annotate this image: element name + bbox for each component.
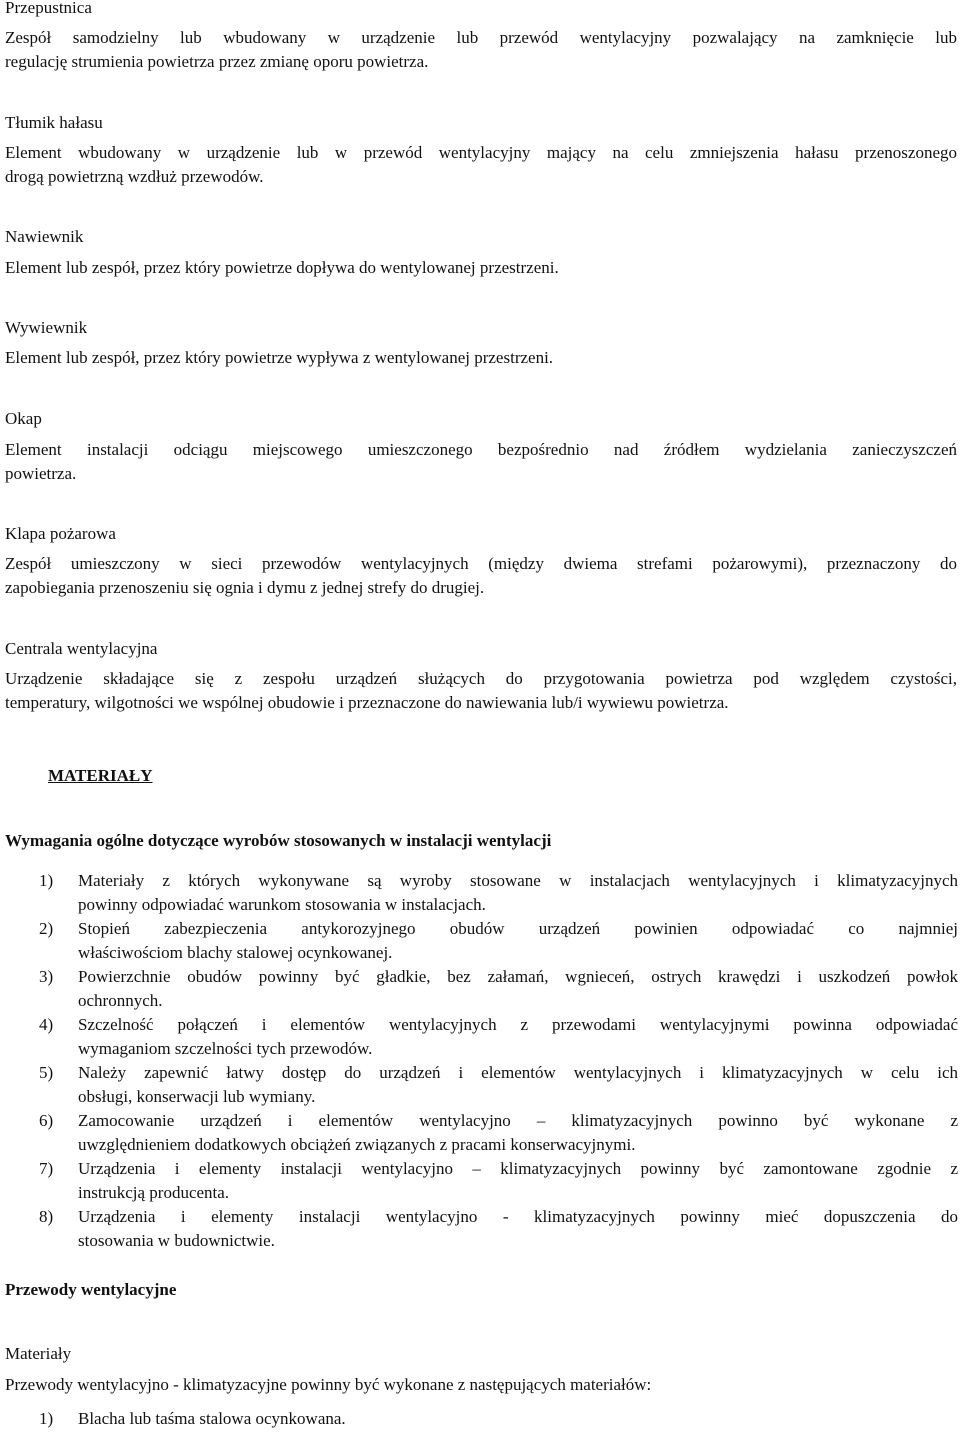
ducts-heading: Przewody wentylacyjne — [5, 1280, 177, 1299]
list-number: 7) — [39, 1159, 54, 1178]
definition-text: Element lub zespół, przez który powietrze wypływa z wentylowanej przestrzeni. — [5, 348, 554, 367]
list-number: 1) — [39, 871, 54, 890]
definition-text: temperatury, wilgotności we wspólnej obudowie i przeznaczone do nawiewania lub/i wywiewu powietrza. — [5, 693, 729, 712]
definition-text: Zespół samodzielny lub wbudowany w urządzenie lub przewód wentylacyjny pozwalający na zamknięcie lub — [5, 28, 957, 47]
list-item-text: obsługi, konserwacji lub wymiany. — [78, 1087, 316, 1106]
materials-label: Materiały — [5, 1344, 72, 1363]
requirements-heading: Wymagania ogólne dotyczące wyrobów stosowanych w instalacji wentylacji — [5, 831, 552, 850]
list-item-text: wymaganiom szczelności tych przewodów. — [78, 1039, 373, 1058]
definition-text: Element instalacji odciągu miejscowego umieszczonego bezpośrednio nad źródłem wydzielania zanieczyszczeń — [5, 440, 957, 459]
section-title: MATERIAŁY — [48, 766, 153, 785]
list-number: 5) — [39, 1063, 54, 1082]
list-item-text: stosowania w budownictwie. — [78, 1231, 275, 1250]
list-item-text: Urządzenia i elementy instalacji wentylacyjno – klimatyzacyjnych powinny być zamontowane zgodnie z — [78, 1159, 958, 1178]
definition-text: regulację strumienia powietrza przez zmianę oporu powietrza. — [5, 52, 429, 71]
definition-text: powietrza. — [5, 464, 77, 483]
list-item-text: Materiały z których wykonywane są wyroby stosowane w instalacjach wentylacyjnych i klimatyzacyjnych — [78, 871, 958, 890]
list-item-text: Zamocowanie urządzeń i elementów wentylacyjno – klimatyzacyjnych powinno być wykonane z — [78, 1111, 958, 1130]
list-number: 2) — [39, 919, 54, 938]
list-number: 8) — [39, 1207, 54, 1226]
list-item-text: ochronnych. — [78, 991, 163, 1010]
definition-text: drogą powietrzną wzdłuż przewodów. — [5, 167, 264, 186]
list-item-text: Urządzenia i elementy instalacji wentylacyjno - klimatyzacyjnych powinny mieć dopuszczenia do — [78, 1207, 958, 1226]
materials-intro: Przewody wentylacyjno - klimatyzacyjne powinny być wykonane z następujących materiałów: — [5, 1375, 652, 1394]
definition-term: Wywiewnik — [5, 318, 88, 337]
list-item-text: instrukcją producenta. — [78, 1183, 230, 1202]
list-item-text: właściwościom blachy stalowej ocynkowanej. — [78, 943, 393, 962]
definition-term: Klapa pożarowa — [5, 524, 116, 543]
list-item-text: Szczelność połączeń i elementów wentylacyjnych z przewodami wentylacyjnymi powinna odpowiadać — [78, 1015, 958, 1034]
definition-term: Tłumik hałasu — [5, 113, 103, 132]
list-item-text: Stopień zabezpieczenia antykorozyjnego obudów urządzeń powinien odpowiadać co najmniej — [78, 919, 958, 938]
definition-term: Przepustnica — [5, 0, 92, 17]
definition-term: Nawiewnik — [5, 227, 84, 246]
list-item-text: Powierzchnie obudów powinny być gładkie, bez załamań, wgnieceń, ostrych krawędzi i uszkodzeń powłok — [78, 967, 958, 986]
definition-term: Okap — [5, 409, 42, 428]
definition-text: Element lub zespół, przez który powietrze dopływa do wentylowanej przestrzeni. — [5, 258, 559, 277]
list-number: 4) — [39, 1015, 54, 1034]
definition-text: Element wbudowany w urządzenie lub w przewód wentylacyjny mający na celu zmniejszenia hałasu przenoszonego — [5, 143, 957, 162]
definition-text: Zespół umieszczony w sieci przewodów wentylacyjnych (między dwiema strefami pożarowymi), przeznaczony do — [5, 554, 957, 573]
list-number: 1) — [39, 1409, 54, 1428]
list-number: 6) — [39, 1111, 54, 1130]
definition-text: Urządzenie składające się z zespołu urządzeń służących do przygotowania powietrza pod względem czystości, — [5, 669, 957, 688]
list-number: 3) — [39, 967, 54, 986]
list-item-text: Blacha lub taśma stalowa ocynkowana. — [78, 1409, 346, 1428]
list-item-text: uwzględnieniem dodatkowych obciążeń związanych z pracami konserwacyjnymi. — [78, 1135, 636, 1154]
list-item-text: Należy zapewnić łatwy dostęp do urządzeń i elementów wentylacyjnych i klimatyzacyjnych w celu ich — [78, 1063, 958, 1082]
definition-text: zapobiegania przenoszeniu się ognia i dymu z jednej strefy do drugiej. — [5, 578, 485, 597]
list-item-text: powinny odpowiadać warunkom stosowania w instalacjach. — [78, 895, 486, 914]
definition-term: Centrala wentylacyjna — [5, 639, 158, 658]
